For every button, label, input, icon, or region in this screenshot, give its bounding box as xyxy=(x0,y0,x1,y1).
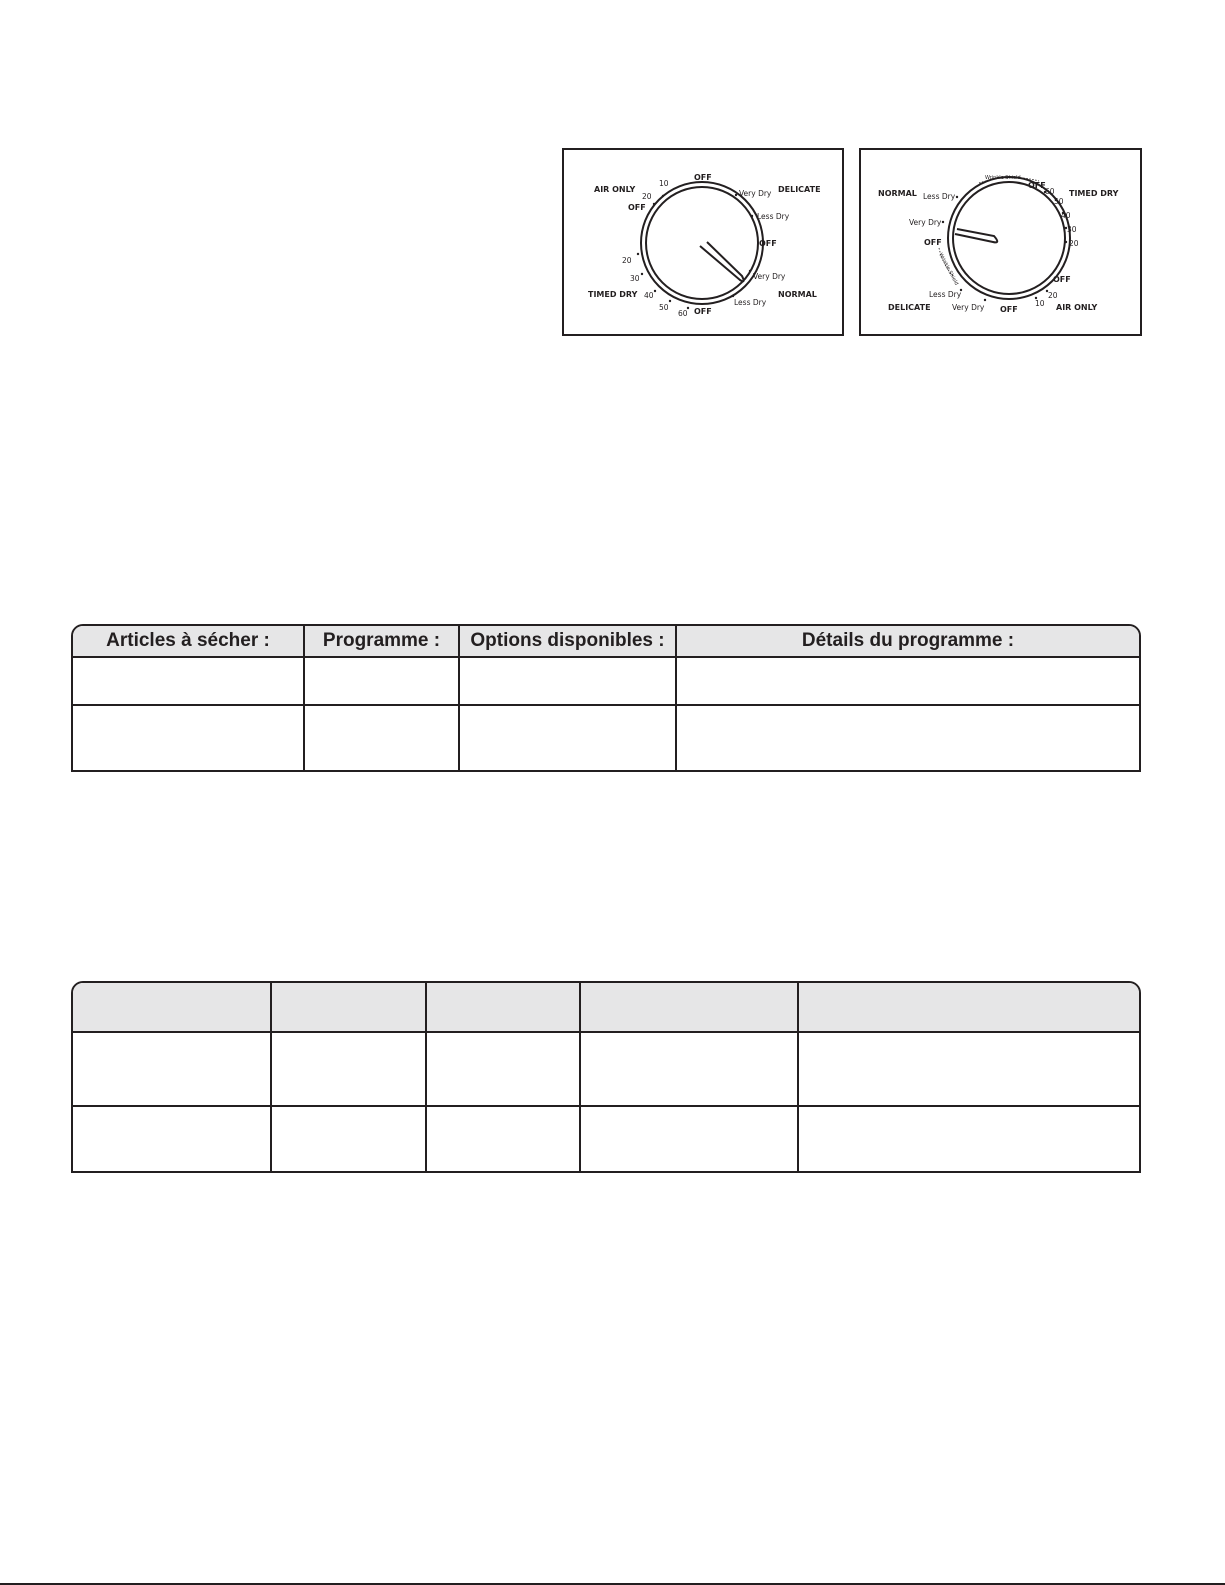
table-cell xyxy=(460,706,677,770)
dial-left-num-30: 30 xyxy=(630,274,640,283)
header-programme: Programme : xyxy=(305,626,460,656)
dial-left-num-20: 20 xyxy=(622,256,632,265)
table-row xyxy=(73,656,1139,704)
table-cell xyxy=(677,706,1139,770)
header-cell xyxy=(272,983,427,1031)
dial-left-less-dry-bottom: Less Dry xyxy=(734,298,767,307)
dial-left-very-dry-top: Very Dry xyxy=(739,189,772,198)
dial-right-delicate: DELICATE xyxy=(888,303,931,312)
dial-left-off-left: OFF xyxy=(628,203,646,212)
table-cell xyxy=(272,1107,427,1171)
table-row xyxy=(73,1105,1139,1171)
table-cell xyxy=(581,1107,799,1171)
header-options: Options disponibles : xyxy=(460,626,677,656)
dial-left-delicate: DELICATE xyxy=(778,185,821,194)
table-cell xyxy=(272,1033,427,1105)
cycle-table-1 xyxy=(71,624,1141,772)
dial-right-timed-dry: TIMED DRY xyxy=(1069,189,1119,198)
dial-left-timed-dry: TIMED DRY xyxy=(588,290,638,299)
dial-right-num-50: 50 xyxy=(1054,197,1064,206)
dial-panel-left xyxy=(562,148,844,336)
dial-pointer xyxy=(700,242,744,281)
dial-right-num-30: 30 xyxy=(1067,225,1077,234)
table-cell xyxy=(799,1033,1139,1105)
dial-left-very-dry-bottom: Very Dry xyxy=(753,272,786,281)
dial-left-less-dry-top: Less Dry xyxy=(757,212,790,221)
dial-inner-ring[interactable] xyxy=(646,187,758,299)
dial-right-num-20: 20 xyxy=(1048,291,1058,300)
table-cell xyxy=(427,1033,581,1105)
dial-right-num-20-top: 20 xyxy=(1069,239,1079,248)
table-row xyxy=(73,704,1139,770)
dial-right-num-40: 40 xyxy=(1061,211,1071,220)
dial-pointer xyxy=(955,229,997,242)
table-cell xyxy=(581,1033,799,1105)
dial-right-less-dry-bottom: Less Dry xyxy=(929,290,962,299)
cycle-dial-left xyxy=(564,150,842,334)
header-details: Détails du programme : xyxy=(801,630,1015,651)
dial-right-wrinkle-shield-top: Wrinkle Shield xyxy=(985,175,1021,181)
table-cell xyxy=(799,1107,1139,1171)
dial-right-very-dry-top: Very Dry xyxy=(909,218,942,227)
header-articles: Articles à sécher : xyxy=(73,626,305,656)
header-cell xyxy=(581,983,799,1031)
dial-left-num-10: 10 xyxy=(659,179,669,188)
dial-right-off-top: OFF xyxy=(1028,181,1046,190)
table-cell xyxy=(305,706,460,770)
table-cell xyxy=(73,706,305,770)
dial-right-off-bottom: OFF xyxy=(1000,305,1018,314)
dial-right-normal: NORMAL xyxy=(878,189,917,198)
header-cell xyxy=(73,983,272,1031)
table-cell xyxy=(427,1107,581,1171)
dial-right-very-dry-bottom: Very Dry xyxy=(952,303,985,312)
dial-tick-dots xyxy=(637,194,753,309)
header-cell xyxy=(799,983,1139,1031)
dial-left-air-only: AIR ONLY xyxy=(594,185,636,194)
table-cell xyxy=(73,1107,272,1171)
dial-right-num-60: 60 xyxy=(1045,187,1055,196)
table-row xyxy=(73,1031,1139,1105)
dial-right-wrinkle-shield-left: Wrinkle Shield xyxy=(937,252,960,287)
table-cell xyxy=(73,1033,272,1105)
dial-left-off-right: OFF xyxy=(759,239,777,248)
table-header-row xyxy=(73,626,1139,656)
dial-outer-ring xyxy=(641,182,763,304)
table-cell xyxy=(73,658,305,704)
cycle-dial-right xyxy=(861,150,1140,334)
dial-right-air-only: AIR ONLY xyxy=(1056,303,1098,312)
dial-left-num-40: 40 xyxy=(644,291,654,300)
cycle-table-2 xyxy=(71,981,1141,1173)
header-cell xyxy=(427,983,581,1031)
dial-left-num-50: 50 xyxy=(659,303,669,312)
dial-left-off-bottom: OFF xyxy=(694,307,712,316)
table-cell xyxy=(460,658,677,704)
table-header-row xyxy=(73,983,1139,1031)
table-cell xyxy=(677,658,1139,704)
dial-right-off-right: OFF xyxy=(1053,275,1071,284)
table-cell xyxy=(305,658,460,704)
dial-left-normal: NORMAL xyxy=(778,290,817,299)
dial-left-off-top: OFF xyxy=(694,173,712,182)
dial-right-off-left: OFF xyxy=(924,238,942,247)
dial-left-num-20-top: 20 xyxy=(642,192,652,201)
dial-right-num-10: 10 xyxy=(1035,299,1045,308)
dial-panel-right xyxy=(859,148,1142,336)
dial-left-num-60: 60 xyxy=(678,309,688,318)
dial-right-less-dry-top: Less Dry xyxy=(923,192,956,201)
